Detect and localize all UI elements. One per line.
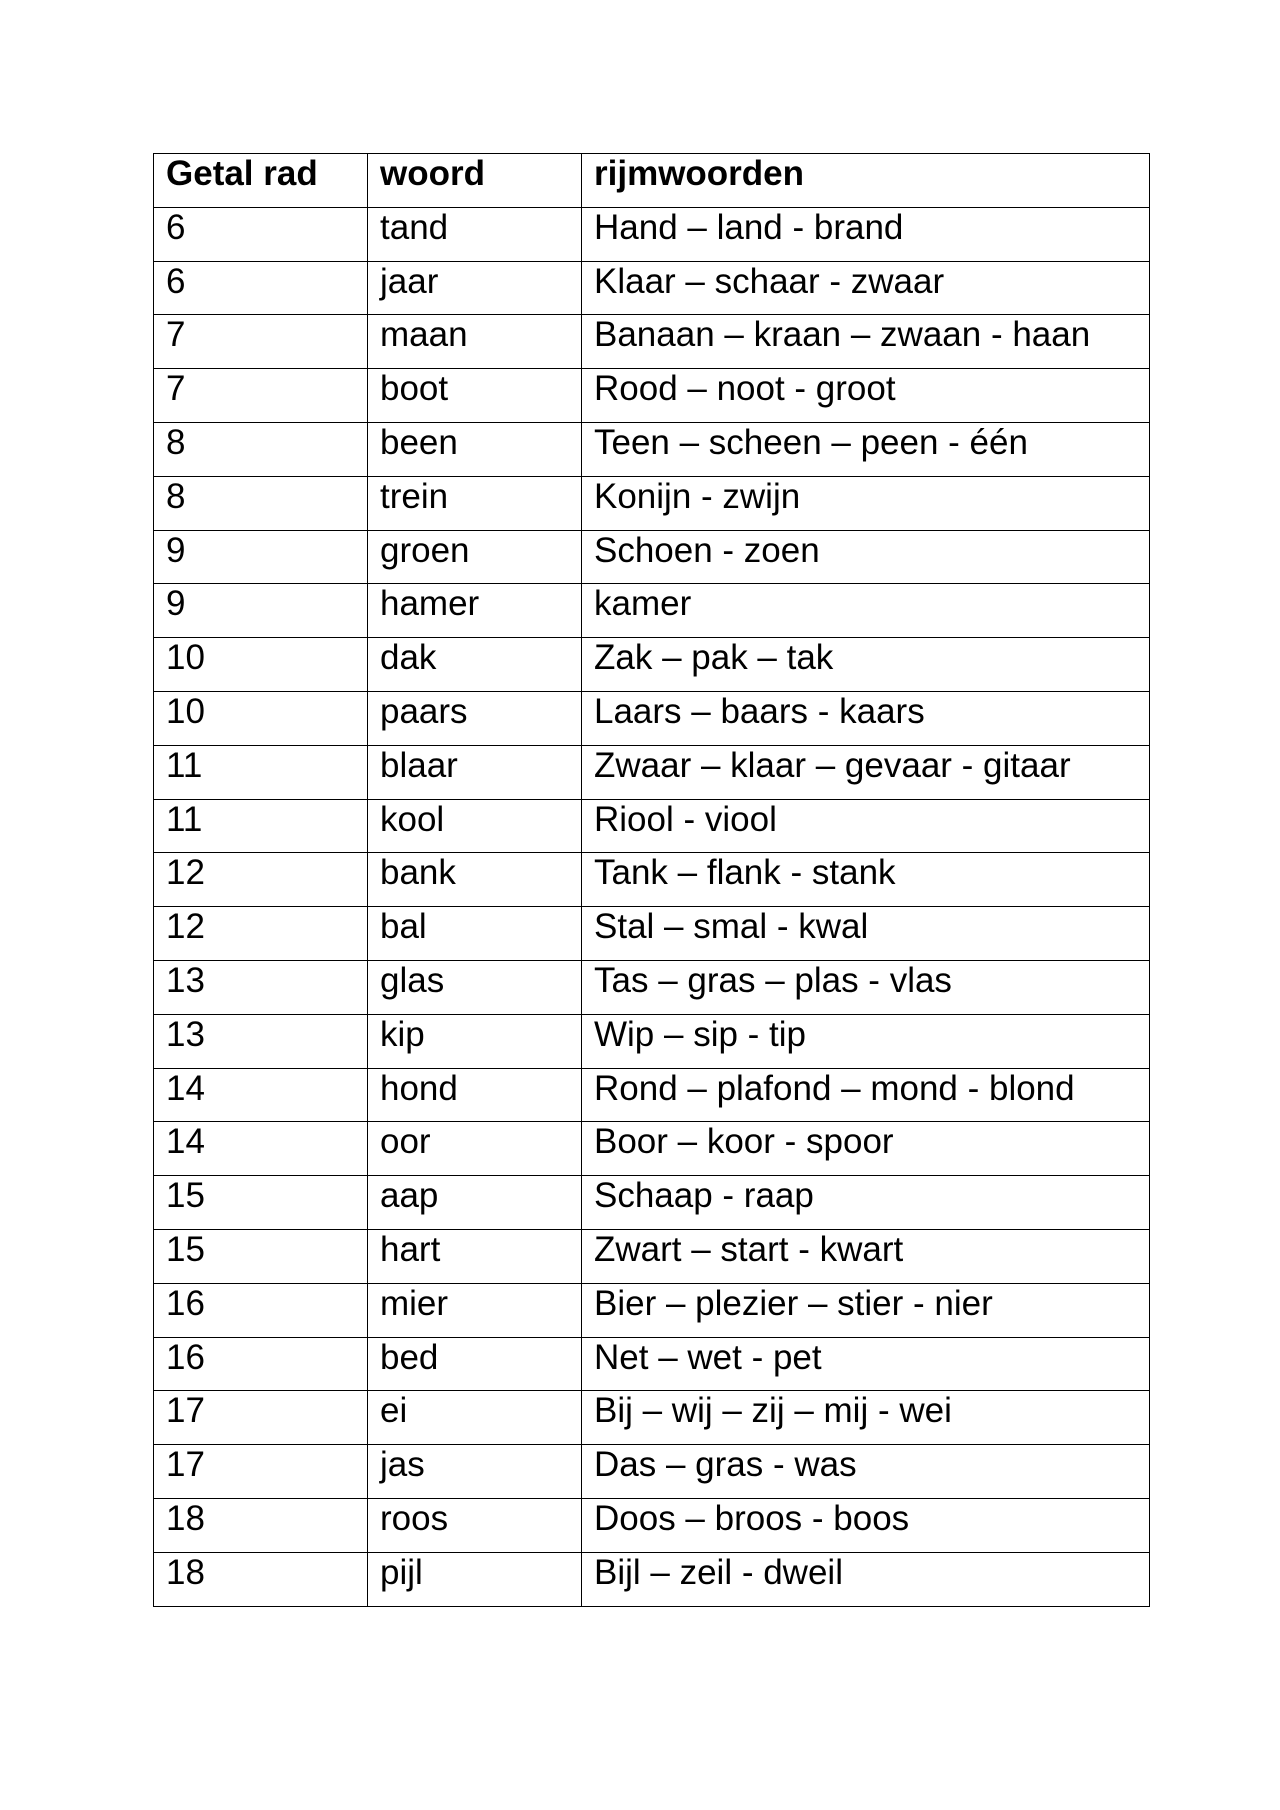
table-row [154,1122,1150,1176]
table-row [154,315,1150,369]
cell-woord: hart [368,1229,582,1283]
cell-woord: maan [368,315,582,369]
cell-getal-rad: 18 [154,1498,368,1552]
cell-getal-rad: 14 [154,1122,368,1176]
cell-woord: jaar [368,261,582,315]
cell-rijmwoorden: Das – gras - was [582,1445,1150,1499]
cell-getal-rad: 16 [154,1337,368,1391]
table-row [154,1552,1150,1606]
cell-woord: trein [368,476,582,530]
cell-getal-rad: 12 [154,907,368,961]
table-row [154,1229,1150,1283]
cell-woord: hond [368,1068,582,1122]
cell-getal-rad: 13 [154,1014,368,1068]
cell-woord: pijl [368,1552,582,1606]
cell-getal-rad: 6 [154,207,368,261]
cell-getal-rad: 7 [154,315,368,369]
table-row [154,1283,1150,1337]
table-row [154,638,1150,692]
table-row [154,1014,1150,1068]
cell-woord: roos [368,1498,582,1552]
cell-getal-rad: 8 [154,476,368,530]
cell-rijmwoorden: Zak – pak – tak [582,638,1150,692]
cell-rijmwoorden: Tank – flank - stank [582,853,1150,907]
table-row [154,691,1150,745]
cell-rijmwoorden: Bijl – zeil - dweil [582,1552,1150,1606]
cell-getal-rad: 17 [154,1445,368,1499]
cell-rijmwoorden: Rood – noot - groot [582,369,1150,423]
cell-rijmwoorden: Schaap - raap [582,1176,1150,1230]
cell-getal-rad: 18 [154,1552,368,1606]
cell-rijmwoorden: Tas – gras – plas - vlas [582,960,1150,1014]
cell-getal-rad: 12 [154,853,368,907]
cell-woord: tand [368,207,582,261]
cell-woord: kool [368,799,582,853]
cell-woord: kip [368,1014,582,1068]
cell-rijmwoorden: Boor – koor - spoor [582,1122,1150,1176]
cell-rijmwoorden: Hand – land - brand [582,207,1150,261]
cell-getal-rad: 11 [154,799,368,853]
cell-rijmwoorden: Konijn - zwijn [582,476,1150,530]
cell-getal-rad: 7 [154,369,368,423]
cell-rijmwoorden: Doos – broos - boos [582,1498,1150,1552]
cell-woord: mier [368,1283,582,1337]
cell-rijmwoorden: Laars – baars - kaars [582,691,1150,745]
table-body [154,207,1150,1606]
cell-getal-rad: 6 [154,261,368,315]
cell-getal-rad: 17 [154,1391,368,1445]
cell-rijmwoorden: Net – wet - pet [582,1337,1150,1391]
cell-rijmwoorden: Stal – smal - kwal [582,907,1150,961]
table-row [154,369,1150,423]
cell-getal-rad: 15 [154,1229,368,1283]
table-row [154,960,1150,1014]
table-row [154,207,1150,261]
table-row [154,1498,1150,1552]
table-row [154,1445,1150,1499]
table-row [154,907,1150,961]
cell-woord: jas [368,1445,582,1499]
cell-woord: bal [368,907,582,961]
cell-woord: bed [368,1337,582,1391]
cell-woord: glas [368,960,582,1014]
table-row [154,1176,1150,1230]
cell-woord: oor [368,1122,582,1176]
table-row [154,476,1150,530]
column-header-rijmwoorden: rijmwoorden [582,154,1150,208]
cell-getal-rad: 11 [154,745,368,799]
cell-rijmwoorden: Rond – plafond – mond - blond [582,1068,1150,1122]
cell-woord: hamer [368,584,582,638]
cell-getal-rad: 8 [154,422,368,476]
cell-rijmwoorden: Wip – sip - tip [582,1014,1150,1068]
cell-woord: blaar [368,745,582,799]
cell-rijmwoorden: Teen – scheen – peen - één [582,422,1150,476]
cell-getal-rad: 16 [154,1283,368,1337]
table-row [154,261,1150,315]
cell-woord: ei [368,1391,582,1445]
cell-rijmwoorden: Schoen - zoen [582,530,1150,584]
table-row [154,422,1150,476]
cell-getal-rad: 9 [154,584,368,638]
table-row [154,1391,1150,1445]
cell-getal-rad: 10 [154,638,368,692]
cell-getal-rad: 13 [154,960,368,1014]
cell-rijmwoorden: Klaar – schaar - zwaar [582,261,1150,315]
cell-woord: aap [368,1176,582,1230]
cell-getal-rad: 15 [154,1176,368,1230]
table-row [154,584,1150,638]
cell-rijmwoorden: Zwart – start - kwart [582,1229,1150,1283]
table-row [154,1337,1150,1391]
cell-rijmwoorden: Banaan – kraan – zwaan - haan [582,315,1150,369]
table-header-row [154,154,1150,208]
table-row [154,799,1150,853]
cell-rijmwoorden: kamer [582,584,1150,638]
cell-getal-rad: 14 [154,1068,368,1122]
table-row [154,530,1150,584]
cell-rijmwoorden: Bier – plezier – stier - nier [582,1283,1150,1337]
cell-rijmwoorden: Bij – wij – zij – mij - wei [582,1391,1150,1445]
cell-woord: dak [368,638,582,692]
cell-rijmwoorden: Riool - viool [582,799,1150,853]
cell-woord: boot [368,369,582,423]
table-row [154,745,1150,799]
cell-getal-rad: 10 [154,691,368,745]
rhyme-table [153,153,1150,1607]
cell-woord: bank [368,853,582,907]
table-row [154,1068,1150,1122]
cell-rijmwoorden: Zwaar – klaar – gevaar - gitaar [582,745,1150,799]
table-row [154,853,1150,907]
cell-woord: groen [368,530,582,584]
column-header-getal-rad: Getal rad [154,154,368,208]
column-header-woord: woord [368,154,582,208]
cell-woord: paars [368,691,582,745]
cell-woord: been [368,422,582,476]
cell-getal-rad: 9 [154,530,368,584]
